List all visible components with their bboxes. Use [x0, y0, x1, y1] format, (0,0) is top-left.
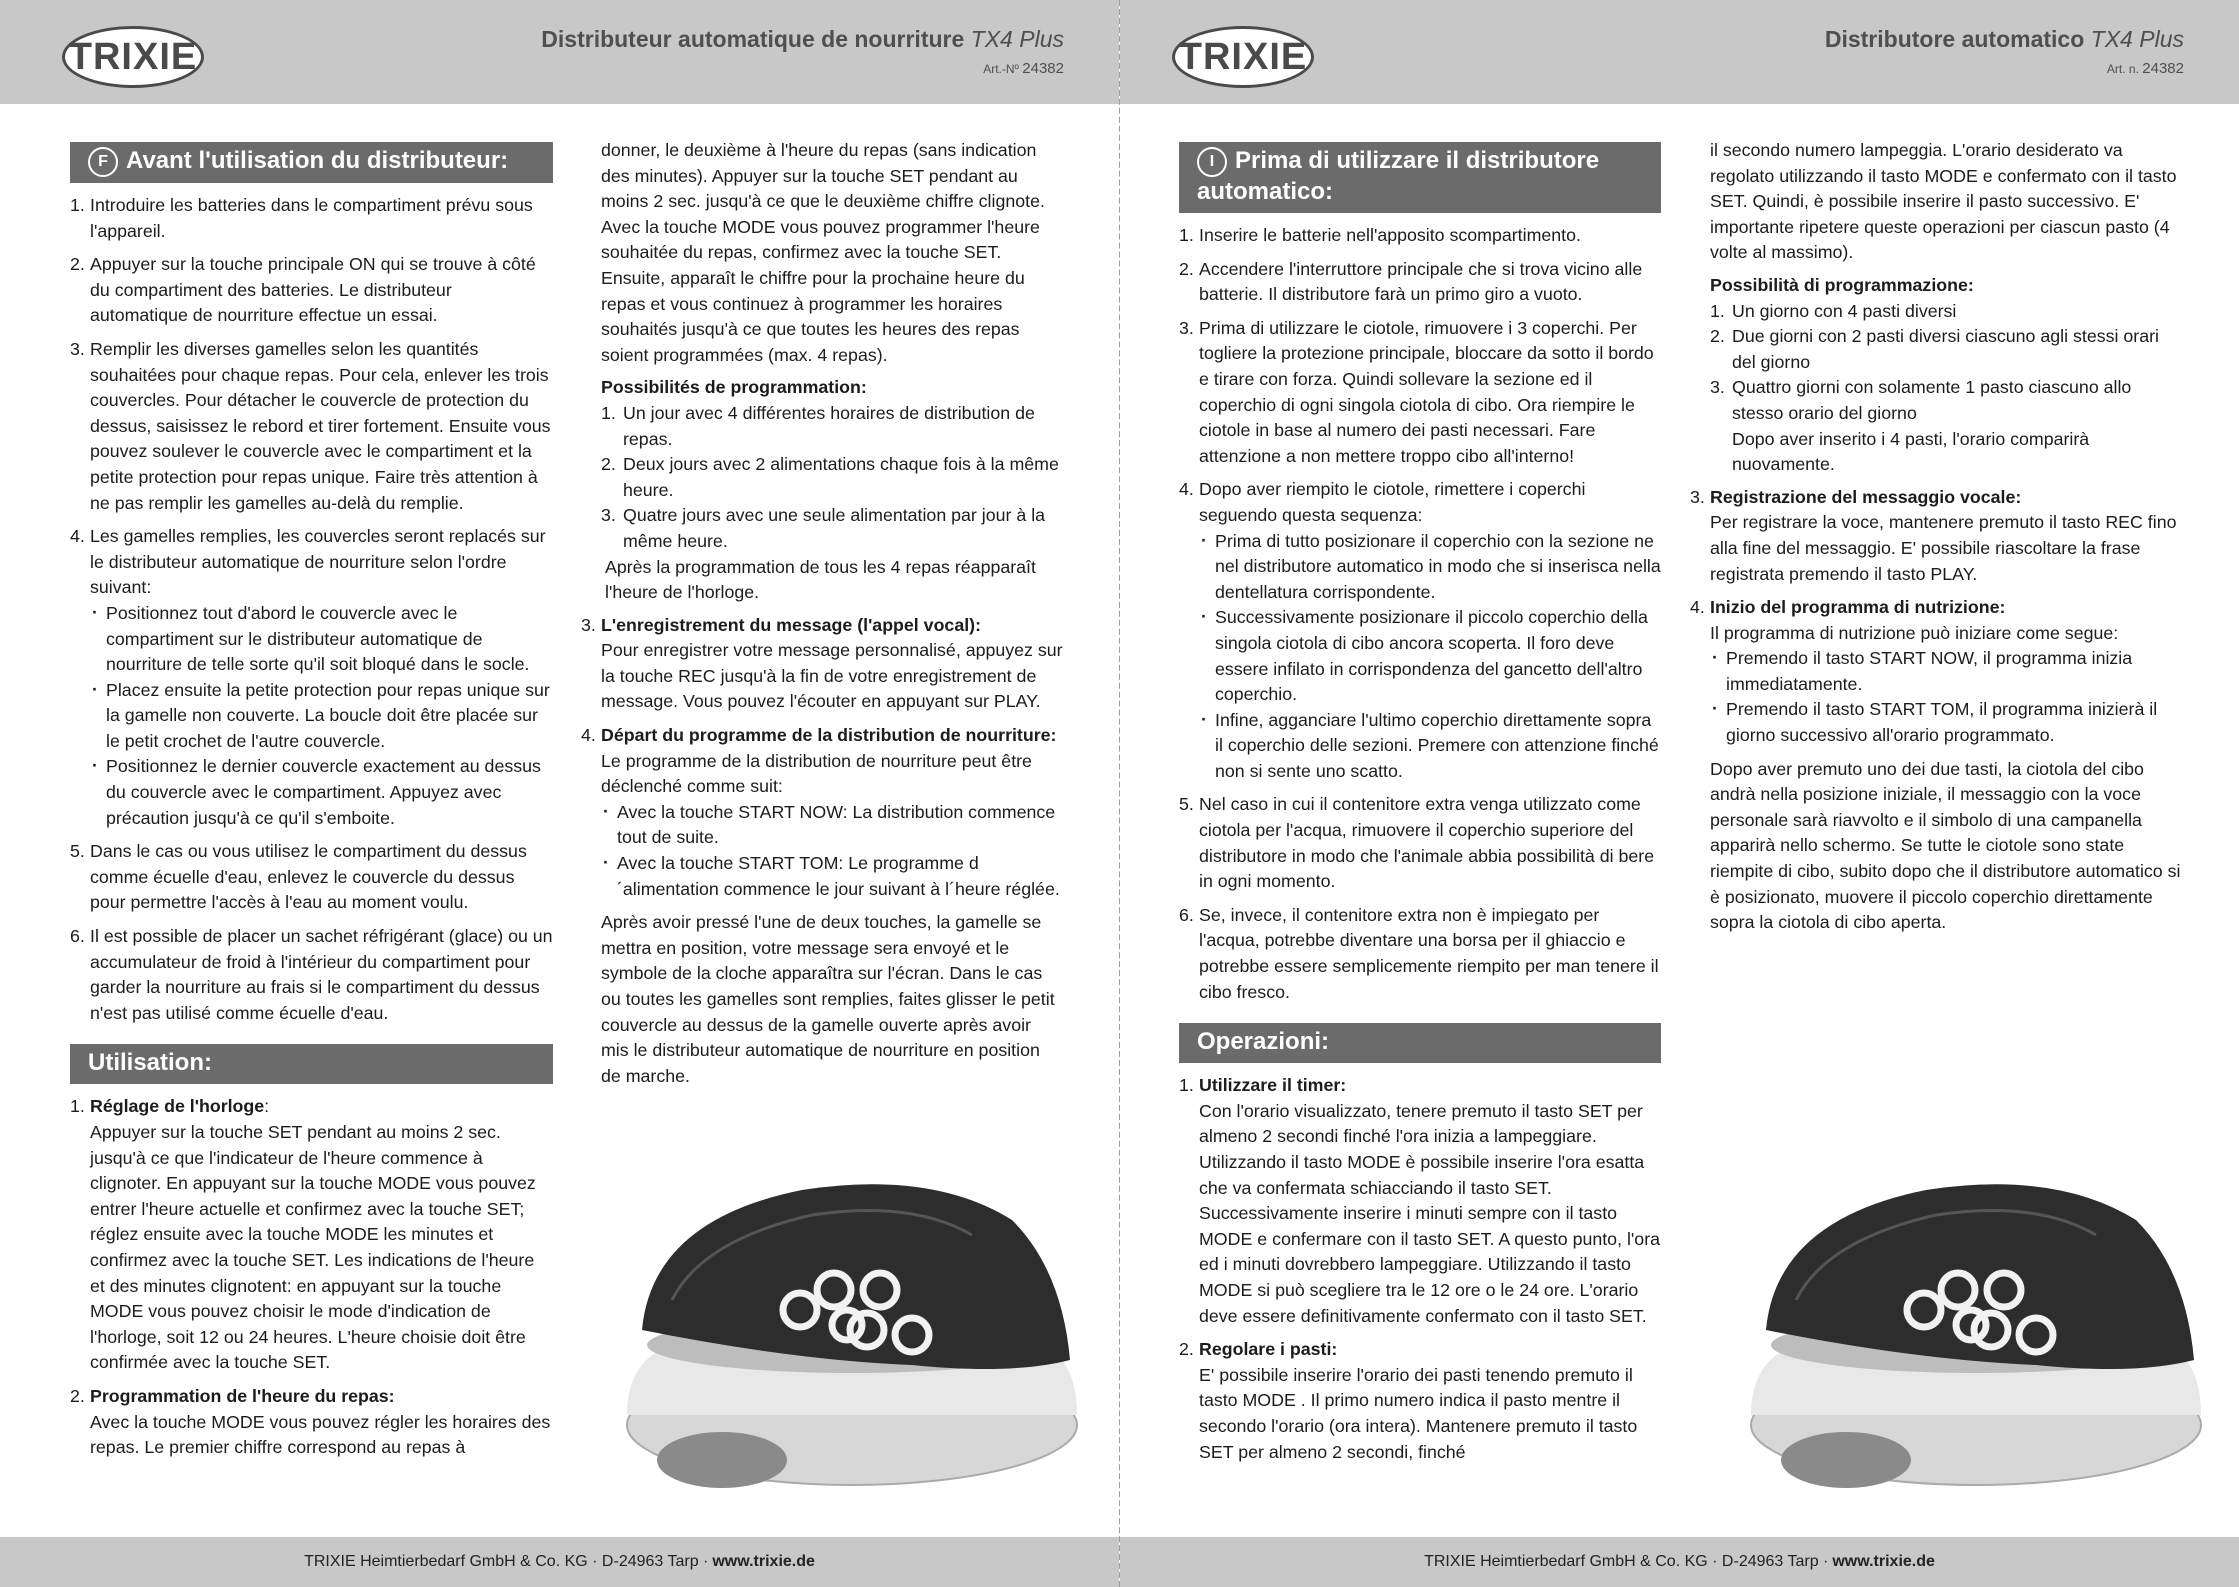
page-italian: [1120, 0, 2239, 1587]
trixie-logo: TRIXIE: [62, 26, 204, 88]
section-heading: I Prima di utilizzare il distributore automatico:: [1179, 142, 1661, 213]
list-item: 1. Utilizzare il timer: Con l'orario visualizzato, tenere premuto il tasto SET per almeno 2 secondi finché l'ora inizia a lampeggiare. Utilizzando il tasto MODE è possibile inserire l'ora esatta che va confermata schiacciando il tasto SET. Successivamente inserire i minuti sempre con il tasto MODE e confermare con il tasto SET. A questo punto, l'ora ed i minuti dovrebbero lampeggiare. Utilizzando il tasto MODE si può scegliere tra le 12 ore o le 24 ore. L'orario deve essere definitivamente confermato con il tasto SET.: [1179, 1075, 1660, 1326]
list-item: 5. Dans le cas ou vous utilisez le compartiment du dessus comme écuelle d'eau, enlevez le couvercle du dessus pour permettre l'accès à l'eau au moment voulu.: [70, 841, 527, 913]
operations-list-cont: [1690, 485, 2182, 749]
section-heading: Operazioni:: [1179, 1023, 1661, 1063]
bullet-item: · Avec la touche START NOW: La distribution commence tout de suite.: [601, 800, 1063, 851]
bullet-item: · Successivamente posizionare il piccolo coperchio della singola ciotola di cibo ancora scoperta. Il foro deve essere infilato in corrispondenza del gancetto dell'altro coperchio.: [1199, 605, 1661, 707]
column-1: [1179, 138, 1661, 1473]
section-heading: Utilisation:: [70, 1044, 553, 1084]
list-item: 4. Les gamelles remplies, les couvercles seront replacés sur le distributeur automatique de nourriture selon l'ordre suivant: · Positionnez tout d'abord le couvercle avec le compartiment sur le distributeur automatique de nourriture de telle sorte qu'il soit bloqué dans le socle. · Placez ensuite la petite protection pour repas unique sur la gamelle non couverte. La boucle doit être placée sur le petit crochet de l'autre couvercle. · Positionnez le dernier couvercle exactement au dessus du couvercle avec le compartiment. Appuyez avec précaution jusqu'à ce qu'il s'emboite.: [70, 524, 553, 831]
bullet-item: · Positionnez tout d'abord le couvercle avec le compartiment sur le distributeur automatique de nourriture de telle sorte qu'il soit bloqué dans le socle.: [90, 601, 553, 678]
bullet-list: [1199, 529, 1661, 785]
list-item: 1. Réglage de l'horloge: Appuyer sur la touche SET pendant au moins 2 sec. jusqu'à ce que l'indicateur de l'heure commence à clignoter. En appuyant sur la touche MODE vous pouvez entrer l'heure actuelle et confirmez avec la touche SET; réglez ensuite avec la touche MODE les minutes et confirmez avec la touche SET. Les indications de l'heure et des minutes clignotent: en appuyant sur la touche MODE vous pouvez choisir le mode d'indication de l'horloge, soit 12 ou 24 heures. L'heure choisie doit être confirmée avec la touche SET.: [70, 1096, 536, 1373]
list-item: 3. Prima di utilizzare le ciotole, rimuovere i 3 coperchi. Per togliere la protezione principale, bloccare da sotto il bordo e tirare con forza. Quindi sollevare la sezione ed il coperchio di ogni singola ciotola di cibo. Ora riempire le ciotole in base al numero dei pasti necessari. Fare attenzione a non mettere troppo cibo all'interno!: [1179, 317, 1654, 466]
list-item: 4. Inizio del programma di nutrizione: Il programma di nutrizione può iniziare come segue: · Premendo il tasto START NOW, il programma inizia immediatamente. · Premendo il tasto START TOM, il programma inizierà il giorno successivo all'orario programmato.: [1690, 595, 2182, 749]
website-link[interactable]: www.trixie.de: [712, 1553, 815, 1570]
bullet-item: · Placez ensuite la petite protection pour repas unique sur la gamelle non couverte. La boucle doit être placée sur le petit crochet de l'autre couvercle.: [90, 678, 553, 755]
article-number: Art. n. 24382: [2106, 60, 2184, 77]
page-footer: TRIXIE Heimtierbedarf GmbH & Co. KG · D-24963 Tarp · www.trixie.de: [0, 1537, 1119, 1587]
page-french: [0, 0, 1119, 1587]
usage-list-cont: [581, 613, 1063, 903]
list-item: 2. Deux jours avec 2 alimentations chaque fois à la même heure.: [601, 454, 1059, 500]
list-item: 1. Introduire les batteries dans le compartiment prévu sous l'appareil.: [70, 195, 533, 241]
page-header: [0, 0, 1119, 104]
list-item: 2. Accendere l'interruttore principale che si trova vicino alle batterie. Il distributore farà un primo giro a vuoto.: [1179, 258, 1643, 305]
language-badge: F: [88, 147, 118, 177]
document-title: Distributore automatico TX4 Plus: [1824, 26, 2184, 52]
column-1: [70, 138, 553, 1469]
page-header: [1120, 0, 2239, 104]
article-number: Art.-Nº 24382: [983, 60, 1064, 77]
subheading: Possibilità di programmazione:: [1710, 274, 1974, 295]
list-item: 3. Quatre jours avec une seule alimentation par jour à la même heure.: [601, 505, 1046, 551]
website-link[interactable]: www.trixie.de: [1832, 1553, 1935, 1570]
list-item: 6. Il est possible de placer un sachet réfrigérant (glace) ou un accumulateur de froid à l'intérieur du compartiment pour garder la nourriture au frais si le compartiment du dessus n'est pas utilisé comme écuelle d'eau.: [70, 926, 553, 1023]
bullet-item: · Avec la touche START TOM: Le programme d´alimentation commence le jour suivant à l´heure réglée.: [601, 851, 1063, 902]
bullet-list: [601, 800, 1063, 902]
paragraph: Après avoir pressé l'une de deux touches, la gamelle se mettra en position, votre message sera envoyé et le symbole de la cloche apparaîtra sur l'écran. Dans le cas ou toutes les gamelles sont remplies, faites glisser le petit couvercle au dessus de la gamelle ouverte après avoir mis le distributeur automatique de nourriture en position de marche.: [601, 912, 1055, 1086]
list-item: 3. Quattro giorni con solamente 1 pasto ciascuno allo stesso orario del giorno: [1710, 377, 2132, 423]
bullet-item: · Infine, agganciare l'ultimo coperchio direttamente sopra il coperchio delle sezioni. Premere con attenzione finché non si sente uno scatto.: [1199, 708, 1661, 785]
paragraph: Dopo aver premuto uno dei due tasti, la ciotola del cibo andrà nella posizione iniziale, il messaggio con la voce personale sarà riavvolto e il simbolo di una campanella apparirà nello schermo. Se tutte le ciotole sono state riempite di cibo, subito dopo che il distributore automatico si è posizionato, muovere il piccolo coperchio direttamente sopra la ciotola di cibo aperta.: [1710, 758, 2181, 933]
paragraph: Dopo aver inserito i 4 pasti, l'orario comparirà nuovamente.: [1732, 428, 2090, 475]
instruction-list: [70, 193, 553, 1026]
list-item: 2. Programmation de l'heure du repas: Avec la touche MODE vous pouvez régler les horaires des repas. Le premier chiffre correspond au repas à: [70, 1385, 551, 1458]
feeder-illustration: [1736, 1160, 2206, 1490]
feeder-illustration: [612, 1160, 1082, 1490]
document-title: Distributeur automatique de nourriture TX4 Plus: [541, 26, 1064, 52]
page-footer: TRIXIE Heimtierbedarf GmbH & Co. KG · D-24963 Tarp · www.trixie.de: [1120, 1537, 2239, 1587]
operations-list: [1179, 1073, 1661, 1465]
list-item: 1. Un giorno con 4 pasti diversi: [1710, 300, 1957, 321]
bullet-item: · Premendo il tasto START NOW, il programma inizia immediatamente.: [1710, 646, 2182, 697]
section-heading: F Avant l'utilisation du distributeur:: [70, 142, 553, 183]
paragraph: il secondo numero lampeggia. L'orario desiderato va regolato utilizzando il tasto MODE e confermato con il tasto SET. Quindi, è possibile inserire il pasto successivo. E' importante ripetere queste operazioni per ciascun pasto (4 volte al massimo).: [1710, 140, 2177, 263]
list-item: 4. Dopo aver riempito le ciotole, rimettere i coperchi seguendo questa sequenza: · Prima di tutto posizionare il coperchio con la sezione ne nel distributore automatico in modo che si inserisca nella dentellatura corrispondente. · Successivamente posizionare il piccolo coperchio della singola ciotola di cibo ancora scoperta. Il foro deve essere infilato in corrispondenza del gancetto dell'altro coperchio. · Infine, agganciare l'ultimo coperchio direttamente sopra il coperchio delle sezioni. Premere con attenzione finché non si sente uno scatto.: [1179, 477, 1661, 784]
column-2: [581, 138, 1063, 1096]
language-badge: I: [1197, 147, 1227, 177]
subheading: Possibilités de programmation:: [601, 377, 867, 398]
trixie-logo: TRIXIE: [1172, 26, 1314, 88]
list-item: 2. Regolare i pasti: E' possibile inserire l'orario dei pasti tenendo premuto il tasto MODE . Il primo numero indica il pasto mentre il secondo l'orario (ora intera). Mantenere premuto il tasto SET per almeno 2 secondi, finché: [1179, 1339, 1638, 1462]
list-item: 2. Due giorni con 2 pasti diversi ciascuno agli stessi orari del giorno: [1710, 326, 2159, 372]
list-item: 1. Inserire le batterie nell'apposito scompartimento.: [1179, 225, 1581, 245]
list-item: 5. Nel caso in cui il contenitore extra venga utilizzato come ciotola per l'acqua, rimuovere il coperchio superiore del distributore in modo che l'animale abbia possibilità di bere in ogni momento.: [1179, 794, 1655, 892]
list-item: 2. Appuyer sur la touche principale ON qui se trouve à côté du compartiment des batteries. Le distributeur automatique de nourriture effectue un essai.: [70, 254, 536, 326]
bullet-item: · Premendo il tasto START TOM, il programma inizierà il giorno successivo all'orario programmato.: [1710, 697, 2182, 748]
usage-list: [70, 1094, 553, 1460]
list-item: 3. Remplir les diverses gamelles selon les quantités souhaitées pour chaque repas. Pour cela, enlever les trois couvercles. Pour détacher le couvercle de protection du dessus, saisissez le rebord et tirer fortement. Ensuite vous pouvez soulever le couvercle avec le compartiment et la petite protection pour repas unique. Faire très attention à ne pas remplir les gamelles au-delà du remplie.: [70, 338, 551, 513]
bullet-list: [90, 601, 553, 831]
paragraph: Après la programmation de tous les 4 repas réapparaît l'heure de l'horloge.: [605, 556, 1036, 603]
list-item: 4. Départ du programme de la distribution de nourriture: Le programme de la distribution de nourriture peut être déclenché comme suit: · Avec la touche START NOW: La distribution commence tout de suite. · Avec la touche START TOM: Le programme d´alimentation commence le jour suivant à l´heure réglée.: [581, 723, 1063, 902]
paragraph: donner, le deuxième à l'heure du repas (sans indication des minutes). Appuyer sur la touche SET pendant au moins 2 sec. jusqu'à ce que le deuxième chiffre clignote. Avec la touche MODE vous pouvez programmer l'heure souhaitée du repas, confirmez avec la touche SET. Ensuite, apparaît le chiffre pour la prochaine heure du repas et vous continuez à programmer les horaires souhaités jusqu'à ce que toutes les heures des repas soient programmées (max. 4 repas).: [601, 140, 1045, 365]
list-item: 3. L'enregistrement du message (l'appel vocal): Pour enregistrer votre message personnalisé, appuyez sur la touche REC jusqu'à la fin de votre enregistrement de message. Vous pouvez l'écouter en appuyant sur PLAY.: [581, 614, 1063, 712]
bullet-item: · Positionnez le dernier couvercle exactement au dessus du couvercle avec le compartiment. Appuyez avec précaution jusqu'à ce qu'il s'emboite.: [90, 754, 553, 831]
programming-list: [1710, 299, 2182, 427]
list-item: 6. Se, invece, il contenitore extra non è impiegato per l'acqua, potrebbe diventare una borsa per il ghiaccio e potrebbe essere semplicemente riempito per man tenere il cibo fresco.: [1179, 904, 1659, 1002]
bullet-item: · Prima di tutto posizionare il coperchio con la sezione ne nel distributore automatico in modo che si inserisca nella dentellatura corrispondente.: [1199, 529, 1661, 606]
column-2: [1690, 138, 2182, 943]
programming-list: [601, 401, 1063, 555]
list-item: 3. Registrazione del messaggio vocale: Per registrare la voce, mantenere premuto il tasto REC fino alla fine del messaggio. E' possibile riascoltare la frase registrata premendo il tasto PLAY.: [1690, 486, 2177, 584]
instruction-list: [1179, 223, 1661, 1005]
list-item: 1. Un jour avec 4 différentes horaires de distribution de repas.: [601, 402, 1035, 449]
bullet-list: [1710, 646, 2182, 748]
